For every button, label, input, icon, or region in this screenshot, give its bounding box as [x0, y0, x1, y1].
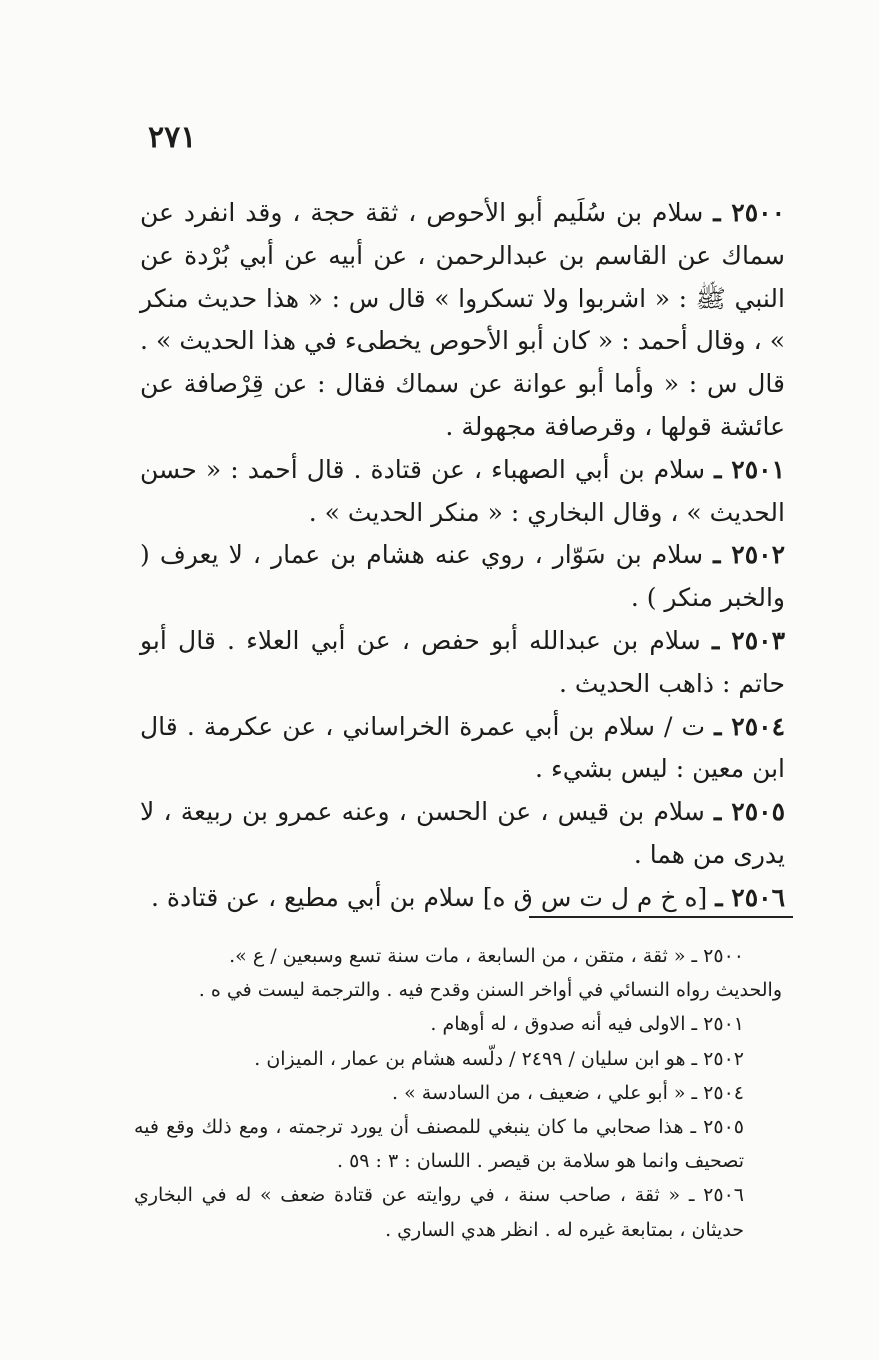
entry-text: سلام بن سَوّار ، روي عنه هشام بن عمار ، لا يعرف ( والخبر منكر ) . [140, 540, 785, 613]
entry-text: [ه خ م ل ت س ق ه] سلام بن أبي مطيع ، عن قتادة . [151, 882, 716, 912]
entry-2505 [140, 791, 785, 877]
entry-2501 [140, 449, 785, 535]
entry-2504 [140, 706, 785, 792]
entry-2503 [140, 620, 785, 706]
footnote-2501: ٢٥٠١ ـ الاولى فيه أنه صدوق ، له أوهام . [430, 1013, 744, 1036]
footnote-2500: ٢٥٠٠ ـ « ثقة ، متقن ، من السابعة ، مات سنة تسع وسبعين / ع ». [229, 945, 744, 967]
footnote-2502: ٢٥٠٢ ـ هو ابن سليان / ٢٤٩٩ / دلّسه هشام بن عمار ، الميزان . [254, 1047, 744, 1070]
entry-number: ٢٥٠٥ ـ [714, 797, 786, 827]
main-text [140, 192, 785, 920]
entry-2500 [140, 192, 785, 449]
footnote-2504: ٢٥٠٤ ـ « أبو علي ، ضعيف ، من السادسة » . [392, 1081, 744, 1104]
entry-number: ٢٥٠٢ ـ [713, 540, 786, 570]
footnote-divider [529, 916, 793, 918]
entry-2502 [140, 534, 785, 620]
entry-text: ت / سلام بن أبي عمرة الخراساني ، عن عكرمة . قال ابن معين : ليس بشيء . [140, 711, 785, 784]
entry-number: ٢٥٠٣ ـ [711, 625, 785, 655]
footnotes [134, 939, 782, 1247]
entry-number: ٢٥٠٦ ـ [715, 882, 785, 912]
entry-number: ٢٥٠١ ـ [714, 454, 785, 484]
entry-number: ٢٥٠٠ ـ [713, 198, 785, 227]
entry-text: سلام بن أبي الصهباء ، عن قتادة . قال أحمد : « حسن الحديث » ، وقال البخاري : « منكر الحديث » . [140, 454, 785, 527]
footnote-2506: ٢٥٠٦ ـ « ثقة ، صاحب سنة ، في روايته عن قتادة ضعف » له في البخاري حديثان ، بمتابعة غيره له . انظر هدي الساري . [134, 1184, 744, 1241]
page-number: ٢٧١ [148, 120, 197, 155]
entry-text: سلام بن عبدالله أبو حفص ، عن أبي العلاء . قال أبو حاتم : ذاهب الحديث . [140, 625, 785, 698]
footnote-2505: ٢٥٠٥ ـ هذا صحابي ما كان ينبغي للمصنف أن يورد ترجمته ، ومع ذلك وقع فيه تصحيف وانما هو سلامة بن قيصر . اللسان : ٣ : ٥٩ . [134, 1116, 744, 1173]
entry-text: سلام بن سُلَيم أبو الأحوص ، ثقة حجة ، وقد انفرد عن سماك عن القاسم بن عبدالرحمن ، عن أبيه عن أبي بُرْدة عن النبي ﷺ : « اشربوا ولا تسكروا » قال س : « هذا حديث منكر » ، وقال أحمد : « كان أبو الأحوص يخطىء في هذا الحديث » . قال س : « وأما أبو عوانة عن سماك فقال : عن قِرْصافة عن عائشة قولها ، وقرصافة مجهولة . [140, 198, 785, 441]
entry-text: سلام بن قيس ، عن الحسن ، وعنه عمرو بن ربيعة ، لا يدرى من هما . [140, 797, 785, 869]
footnote-2500-continued: والحديث رواه النسائي في أواخر السنن وقدح فيه . والترجمة ليست في ه . [198, 979, 782, 1002]
entry-2506 [140, 877, 785, 920]
entry-number: ٢٥٠٤ ـ [714, 711, 785, 741]
